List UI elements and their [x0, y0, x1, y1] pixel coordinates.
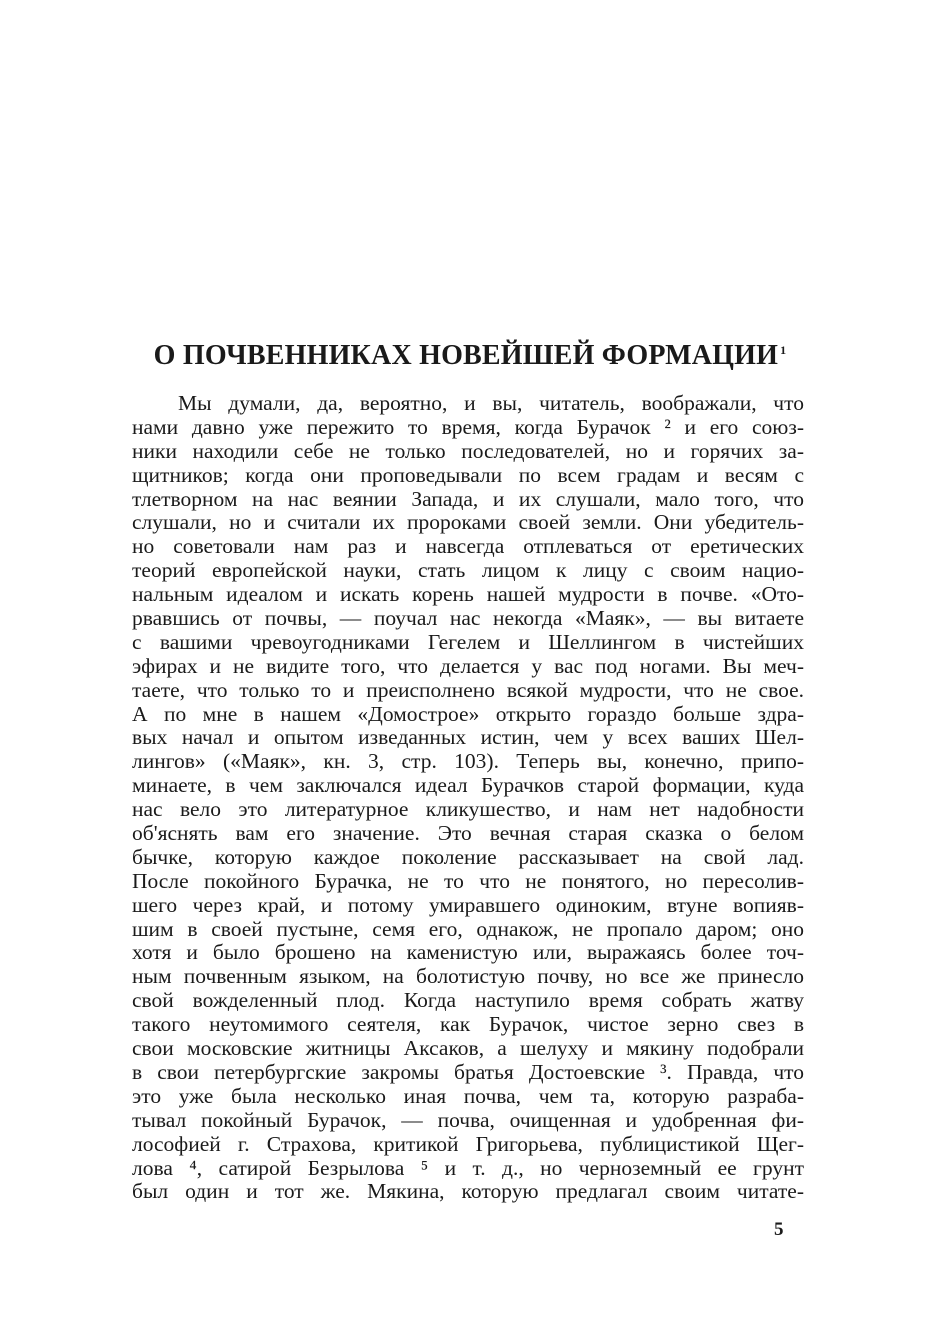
body-line: щитников; когда они проповедывали по всем градам и весям с	[132, 463, 804, 487]
body-line: это уже была несколько иная почва, чем та, которую разраба-	[132, 1084, 804, 1108]
body-line: вых начал и опытом изведанных истин, чем у всех ваших Шел-	[132, 726, 804, 750]
body-line: но советовали нам раз и навсегда отплеваться от еретических	[132, 535, 804, 559]
body-line: такого неутомимого сеятеля, как Бурачок, чистое зерно свез в	[132, 1013, 804, 1037]
title-footnote-mark: 1	[780, 342, 787, 357]
body-line: тлетворном на нас веянии Запада, и их слушали, мало того, что	[132, 487, 804, 511]
body-line: эфирах и не видите того, что делается у вас под ногами. Вы меч-	[132, 654, 804, 678]
body-line: таете, что только то и преисполнено всякой мудрости, что не свое.	[132, 678, 804, 702]
body-line: А по мне в нашем «Домострое» открыто гораздо больше здра-	[132, 702, 804, 726]
body-line: минаете, в чем заключался идеал Бурачков старой формации, куда	[132, 774, 804, 798]
body-line: об'яснять вам его значение. Это вечная старая сказка о белом	[132, 822, 804, 846]
body-line: нами давно уже пережито то время, когда Бурачок ² и его союз-	[132, 415, 804, 439]
body-line: хотя и было брошено на каменистую или, выражаясь более точ-	[132, 941, 804, 965]
article-body	[132, 392, 804, 1204]
body-line: теорий европейской науки, стать лицом к лицу с своим нацио-	[132, 559, 804, 583]
body-line: нальным идеалом и искать корень нашей мудрости в почве. «Ото-	[132, 583, 804, 607]
body-line: лософией г. Страхова, критикой Григорьева, публицистикой Щег-	[132, 1132, 804, 1156]
article-title	[130, 340, 810, 372]
page-number: 5	[774, 1219, 784, 1240]
body-line: шим в своей пустыне, семя его, однакож, не пропало даром; оно	[132, 917, 804, 941]
body-line: бычке, которую каждое поколение рассказывает на свой лад.	[132, 845, 804, 869]
body-line: ники находили себе не только последователей, но и горячих за-	[132, 439, 804, 463]
body-line: ным почвенным языком, на болотистую почву, но все же принесло	[132, 965, 804, 989]
body-line: Мы думали, да, вероятно, и вы, читатель, воображали, что	[178, 392, 804, 415]
body-line: в свои петербургские закромы братья Достоевские ³. Правда, что	[132, 1060, 804, 1084]
body-line: После покойного Бурачка, не то что не понятого, но пересолив-	[132, 869, 804, 893]
body-line: свои московские житницы Аксаков, а шелуху и мякину подобрали	[132, 1037, 804, 1061]
body-line: тывал покойный Бурачок, — почва, очищенная и удобренная фи-	[132, 1108, 804, 1132]
body-line: лингов» («Маяк», кн. 3, стр. 103). Теперь вы, конечно, припо-	[132, 750, 804, 774]
body-line: шего через край, и потому умиравшего одиноким, втуне вопияв-	[132, 893, 804, 917]
body-line: слушали, но и считали их пророками своей земли. Они убедитель-	[132, 511, 804, 535]
body-line: с вашими чревоугодниками Гегелем и Шеллингом в чистейших	[132, 630, 804, 654]
article-title-text: О ПОЧВЕННИКАХ НОВЕЙШЕЙ ФОРМАЦИИ	[153, 340, 779, 371]
body-line: нас вело это литературное кликушество, и нам нет надобности	[132, 798, 804, 822]
body-line: рвавшись от почвы, — поучал нас некогда «Маяк», — вы витаете	[132, 607, 804, 631]
body-line: свой вожделенный плод. Когда наступило время собрать жатву	[132, 989, 804, 1013]
body-line: лова ⁴, сатирой Безрылова ⁵ и т. д., но черноземный ее грунт	[132, 1156, 804, 1180]
body-line: был один и тот же. Мякина, которую предлагал своим читате-	[132, 1180, 804, 1204]
